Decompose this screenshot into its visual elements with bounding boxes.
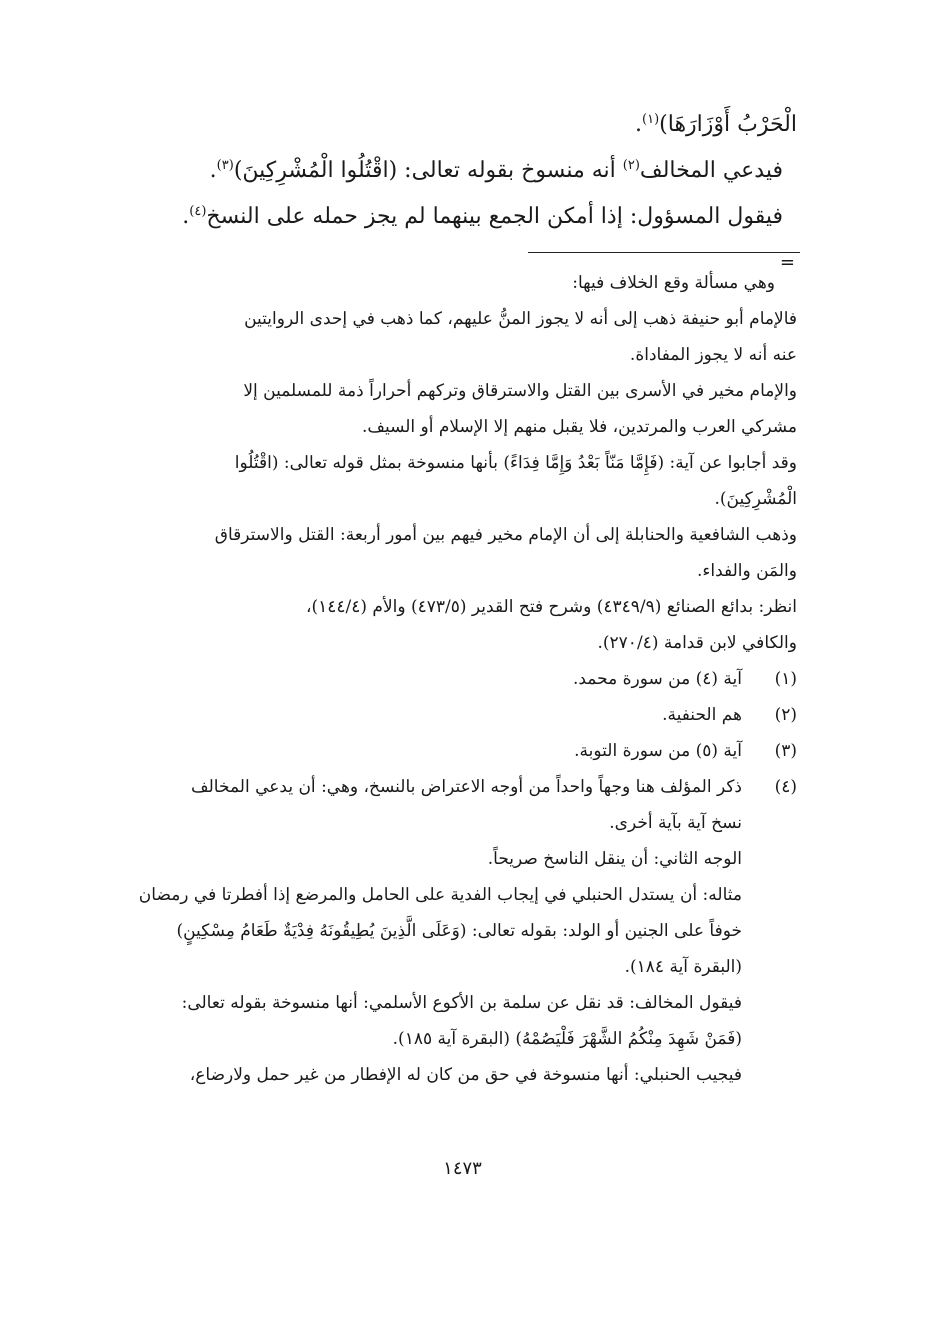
footnote-ref-1: (١) (642, 112, 660, 127)
note-line: والكافي لابن قدامة (٢٧٠/٤). (597, 633, 797, 653)
footnote-number: (٢) (774, 705, 797, 725)
footnote-separator (528, 252, 800, 253)
quran-quote-end: الْحَرْبُ أَوْزَارَهَا) (659, 112, 797, 137)
main-line-2-part-b: أنه منسوخ بقوله تعالى: (اقْتُلُوا الْمُشْرِكِينَ) (233, 158, 623, 183)
footnote-area (130, 265, 797, 1093)
note-line: والإمام مخير في الأسرى بين القتل والاسترقاق وتركهم أحراراً ذمة للمسلمين إلا (243, 381, 797, 401)
punctuation: . (182, 204, 190, 229)
note-line: مشركي العرب والمرتدين، فلا يقبل منهم إلا الإسلام أو السيف. (361, 417, 797, 437)
punctuation: . (209, 158, 217, 183)
footnote-text: خوفاً على الجنين أو الولد: بقوله تعالى: (وَعَلَى الَّذِينَ يُطِيقُونَهُ فِدْيَةٌ طَعَامُ مِسْكِينٍ) (176, 921, 742, 941)
footnote-text: فيجيب الحنبلي: أنها منسوخة في حق من كان له الإفطار من غير حمل ولارضاع، (189, 1065, 742, 1085)
footnote-text: الوجه الثاني: أن ينقل الناسخ صريحاً. (487, 849, 742, 869)
note-line: وهي مسألة وقع الخلاف فيها: (572, 273, 775, 293)
note-line: فالإمام أبو حنيفة ذهب إلى أنه لا يجوز المنُّ عليهم، كما ذهب في إحدى الروايتين (244, 309, 797, 329)
main-line-1 (110, 102, 797, 148)
note-line: وقد أجابوا عن آية: (فَإِمَّا مَنّاً بَعْدُ وَإِمَّا فِدَاءً) بأنها منسوخة بمثل قوله تعالى: (اقْتُلُوا (234, 453, 797, 473)
footnote-3 (130, 733, 797, 769)
footnote-4 (130, 769, 797, 1093)
footnote-1 (130, 661, 797, 697)
footnote-text: مثاله: أن يستدل الحنبلي في إيجاب الفدية على الحامل والمرضع إذا أفطرتا في رمضان (138, 885, 742, 905)
continued-footnote (130, 265, 797, 661)
footnote-2 (130, 697, 797, 733)
main-line-2-part-a: فيدعي المخالف (639, 158, 783, 183)
note-line: والمَن والفداء. (696, 561, 797, 581)
main-line-3-text: فيقول المسؤول: إذا أمكن الجمع بينهما لم يجز حمله على النسخ (206, 204, 783, 229)
footnote-text: (البقرة آية ١٨٤). (624, 957, 742, 977)
footnote-number: (٣) (774, 741, 797, 761)
footnote-text: ذكر المؤلف هنا وجهاً واحداً من أوجه الاعتراض بالنسخ، وهي: أن يدعي المخالف (191, 777, 742, 797)
footnote-text: آية (٤) من سورة محمد. (572, 669, 742, 689)
note-line: عنه أنه لا يجوز المفاداة. (629, 345, 797, 365)
footnote-number: (١) (774, 669, 797, 689)
footnote-ref-2: (٢) (622, 158, 640, 173)
punctuation: . (635, 112, 643, 137)
footnote-text: آية (٥) من سورة التوبة. (574, 741, 742, 761)
main-line-2 (110, 148, 797, 194)
footnote-text: هم الحنفية. (662, 705, 742, 725)
main-text (110, 102, 797, 240)
footnote-text: فيقول المخالف: قد نقل عن سلمة بن الأكوع الأسلمي: أنها منسوخة بقوله تعالى: (181, 993, 742, 1013)
note-line: الْمُشْرِكِينَ). (714, 489, 797, 509)
note-line: وذهب الشافعية والحنابلة إلى أن الإمام مخير فيهم بين أمور أربعة: القتل والاسترقاق (214, 525, 797, 545)
continuation-mark: = (779, 252, 795, 273)
note-line: انظر: بدائع الصنائع (٤٣٤٩/٩) وشرح فتح القدير (٤٧٣/٥) والأم (١٤٤/٤)، (306, 597, 797, 617)
footnote-number: (٤) (774, 777, 797, 797)
footnote-ref-3: (٣) (216, 158, 234, 173)
footnote-text: نسخ آية بآية أخرى. (609, 813, 742, 833)
footnote-ref-4: (٤) (189, 204, 207, 219)
main-line-3 (110, 194, 797, 240)
page-number: ١٤٧٣ (443, 1158, 482, 1179)
footnote-text: (فَمَنْ شَهِدَ مِنْكُمُ الشَّهْرَ فَلْيَصُمْهُ) (البقرة آية ١٨٥). (392, 1029, 742, 1049)
